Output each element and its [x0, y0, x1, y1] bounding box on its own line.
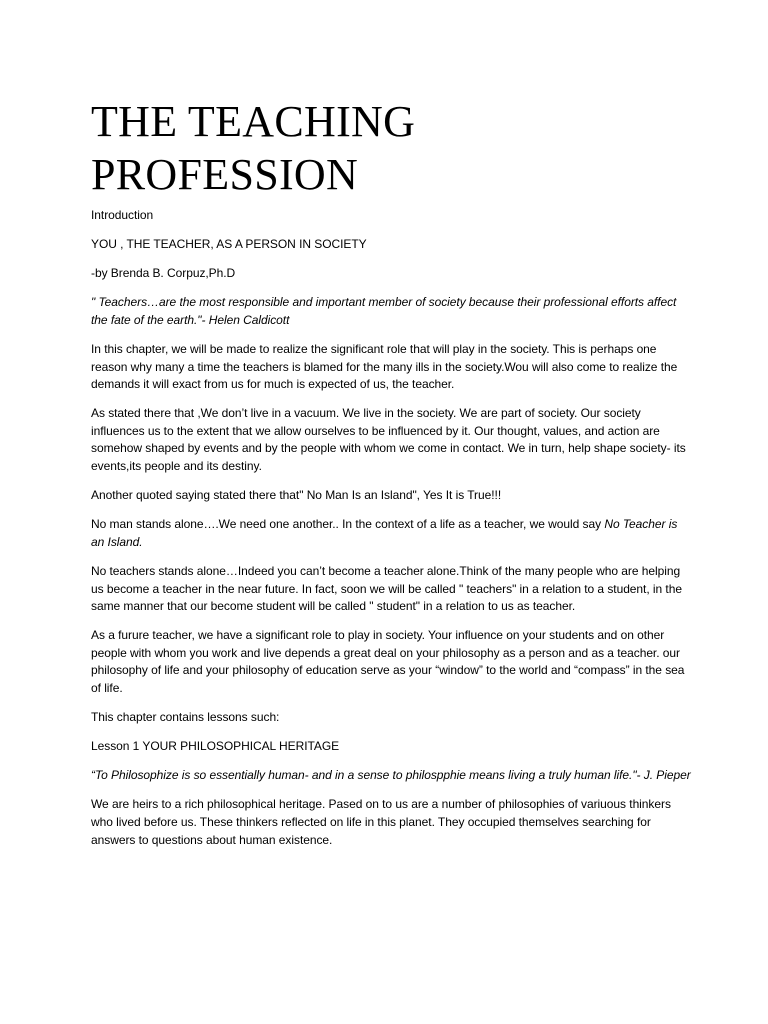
title-line-2: PROFESSION — [91, 150, 359, 199]
paragraph-6: As a furure teacher, we have a significant role to play in society. Your influence on your students and on other people with whom you work and live depends a great deal on your philosophy as a person and as a teacher. our philosophy of life and your philosophy of education serve as your “window” to the world and “compass” in the sea of life. — [91, 628, 685, 695]
paragraph-2: As stated there that ,We don’t live in a vacuum. We live in the society. We are part of society. Our society influences us to the extent that we allow ourselves to be influenced by it. Our thought, values, and action are somehow shaped by events and by the people with whom we come in contact. We in turn, help shape society- its events,its people and its destiny. — [91, 406, 686, 474]
title-line-1: THE TEACHING — [91, 97, 416, 146]
introduction-label: Introduction — [91, 208, 154, 222]
document-page — [91, 95, 691, 861]
lesson-heading: Lesson 1 YOUR PHILOSOPHICAL HERITAGE — [91, 739, 340, 754]
paragraph-4-text: No man stands alone….We need one another.. In the context of a life as a teacher, we would say — [91, 517, 605, 532]
paragraph-8: We are heirs to a rich philosophical heritage. Pased on to us are a number of philosophies of variuous thinkers who lived before us. These thinkers reflected on life in this planet. They occupied themselves searching for answers to questions about human existence. — [91, 797, 671, 847]
document-title — [91, 95, 691, 201]
paragraph-5: No teachers stands alone…Indeed you can’t become a teacher alone.Think of the many people who are helping us become a teacher in the near future. In fact, soon we will be called " teachers" in a relation to a student, in the same manner that our become student will be called " student" in a relation to us as teacher. — [91, 563, 682, 614]
author-line: -by Brenda B. Corpuz,Ph.D — [91, 266, 236, 281]
paragraph-7: This chapter contains lessons such: — [91, 710, 280, 725]
opening-quote: " Teachers…are the most responsible and important member of society because their professional efforts affect the fate of the earth."- Helen Caldicott — [91, 295, 677, 327]
paragraph-1: In this chapter, we will be made to realize the significant role that will play in the society. This is perhaps one reason why many a time the teachers is blamed for the many ills in the society.Wou will also come to realize the demands it will exact from us for much is expected of us, the teacher. — [91, 341, 678, 392]
paragraph-4-emphasis: No Teacher is an Island. — [91, 517, 678, 549]
paragraph-4 — [91, 516, 691, 551]
lesson-quote: “To Philosophize is so essentially human- and in a sense to philospphie means living a truly human life."- J. Pieper — [91, 768, 691, 783]
paragraph-3: Another quoted saying stated there that" No Man Is an Island", Yes It is True!!! — [91, 488, 502, 503]
chapter-heading: YOU , THE TEACHER, AS A PERSON IN SOCIETY — [91, 237, 367, 252]
